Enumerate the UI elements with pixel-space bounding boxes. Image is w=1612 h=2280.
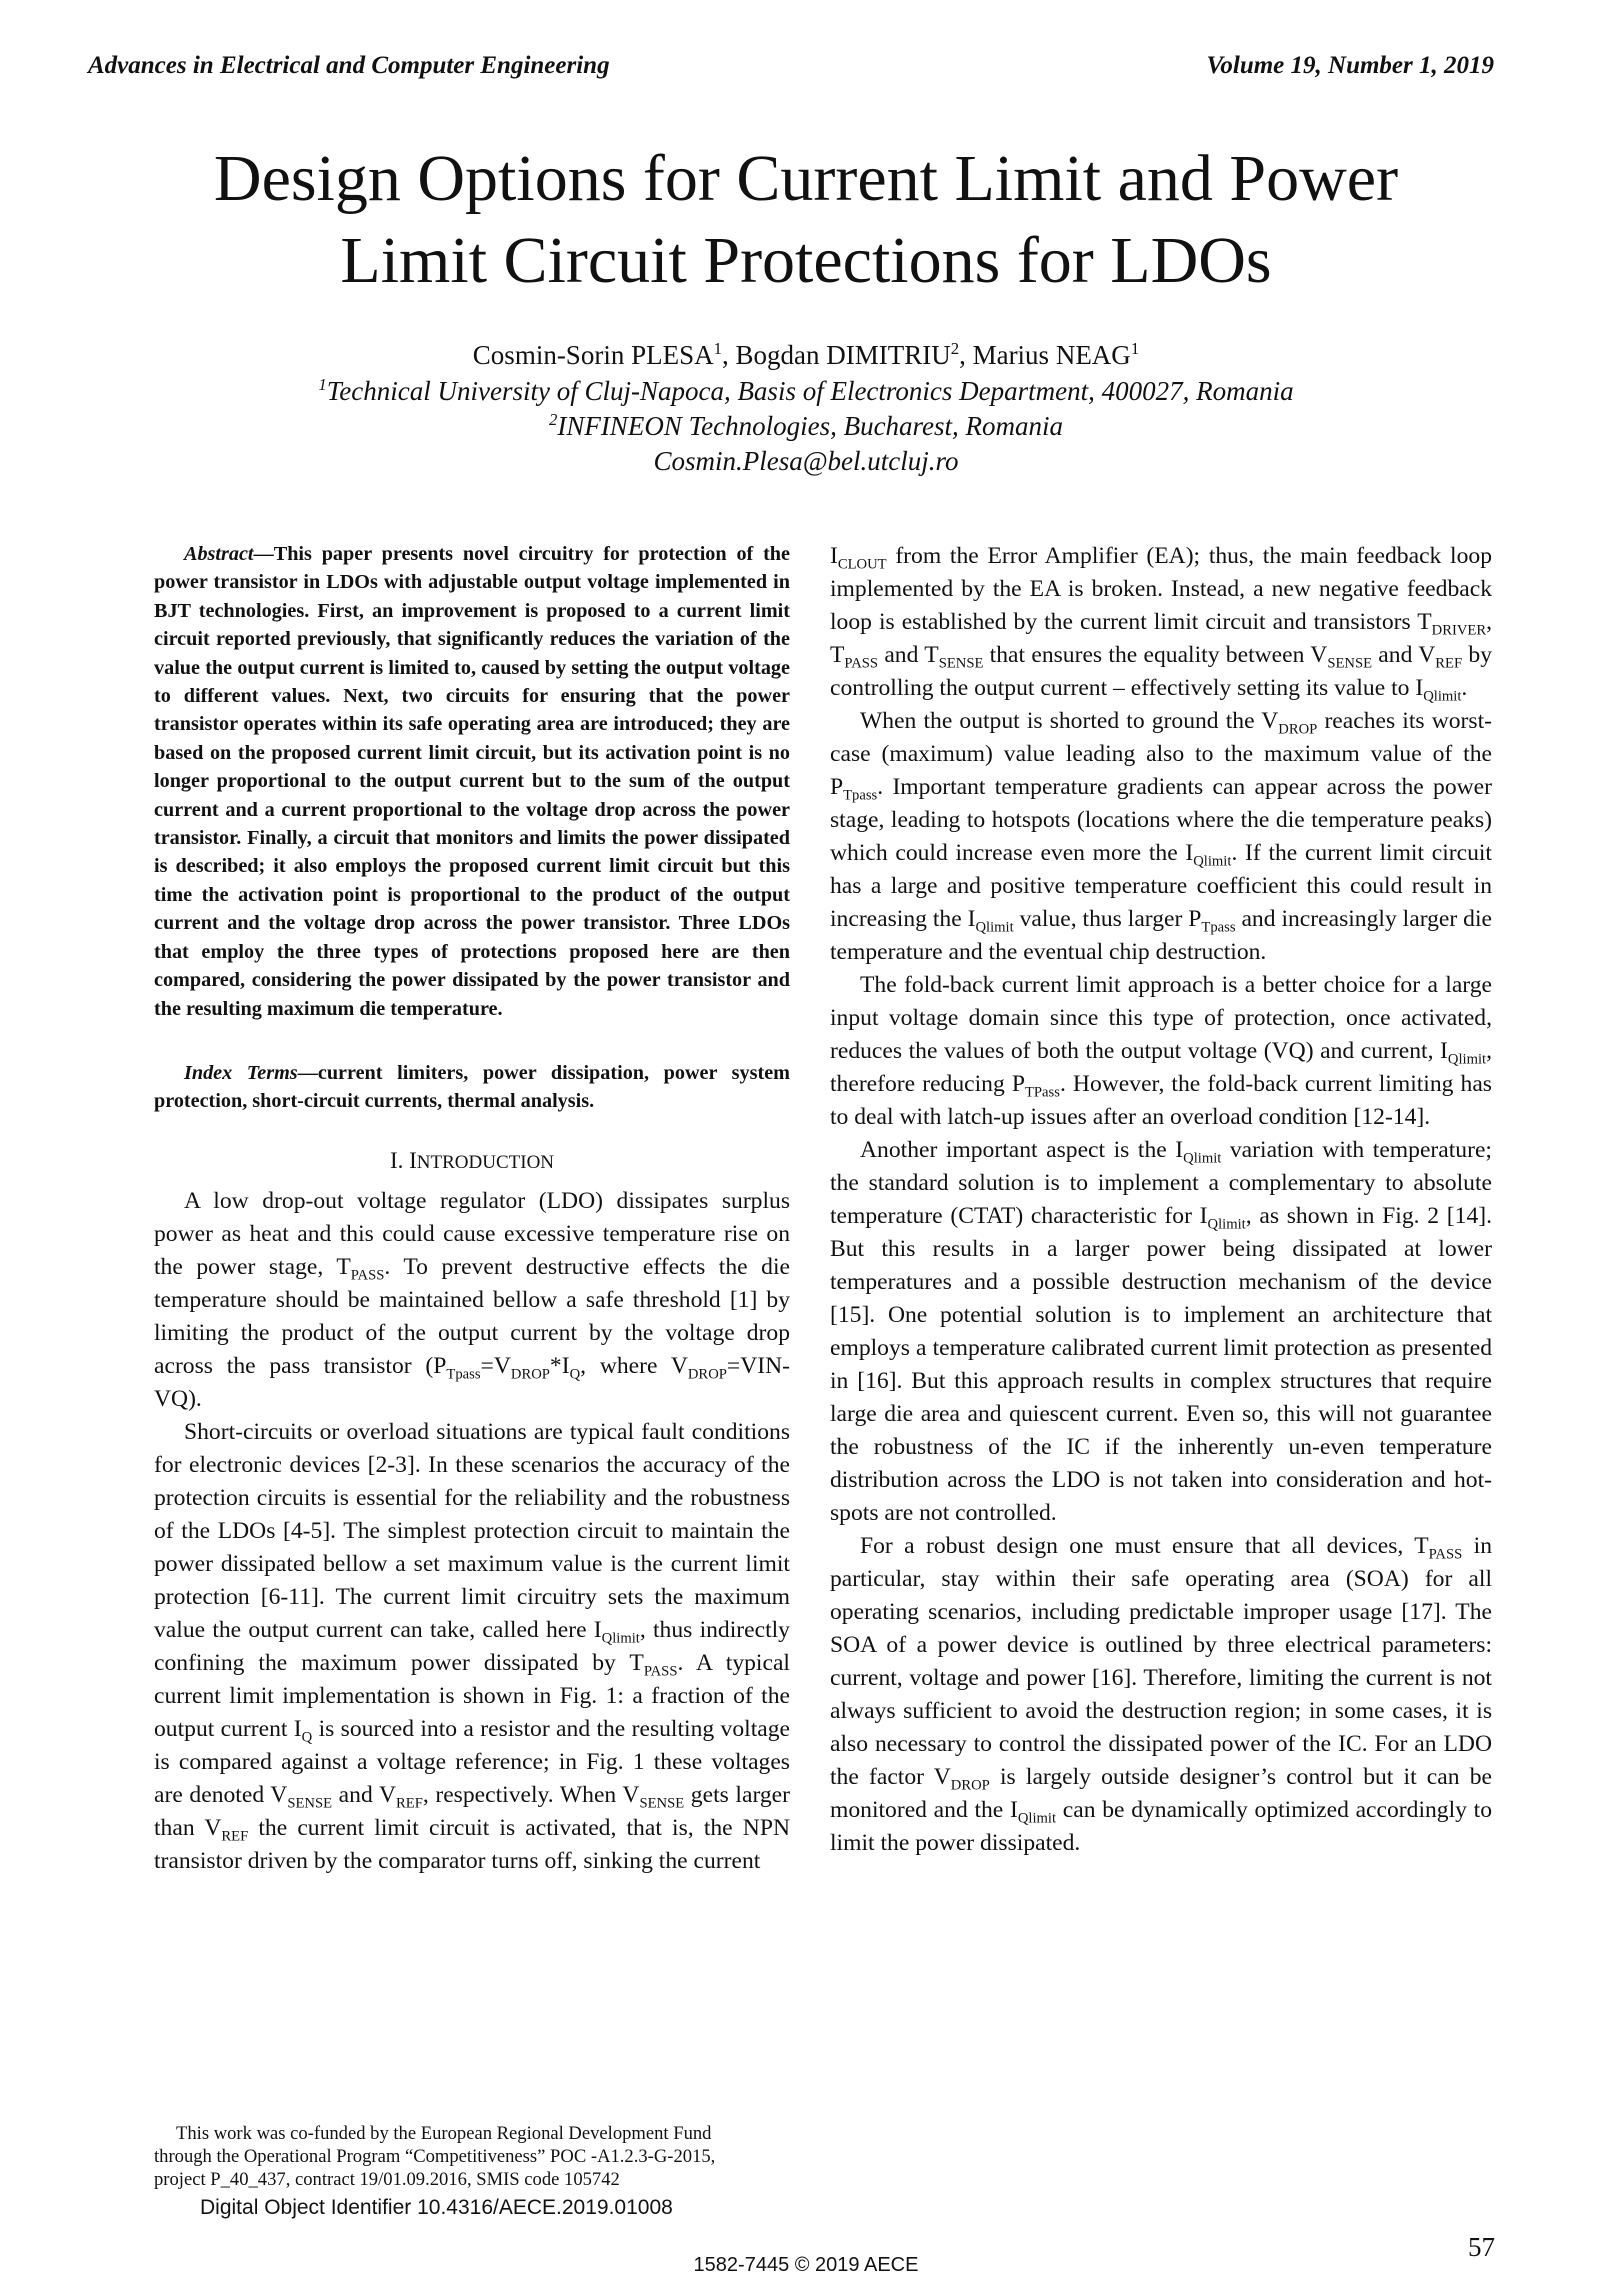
author-sep: ,	[959, 340, 973, 370]
affiliation-1-mark: 1	[318, 375, 327, 394]
section-heading-introduction	[154, 1144, 790, 1179]
paragraph-1: A low drop-out voltage regulator (LDO) dissipates surplus power as heat and this could cause excessive temperature rise on the power stage, $T_{PASS}$. To prevent destructive effects the die temperature should be maintained bellow a safe threshold [1] by limiting the product of the output current by the voltage drop across the pass transistor ($P_{Tpass}=V_{DROP}*I_Q$, where $V_{DROP}=VIN-VQ$).	[154, 1187, 790, 1412]
author-3: Marius NEAG	[972, 340, 1131, 370]
paragraph-7: For a robust design one must ensure that all devices, $T_{PASS}$ in particular, stay within their safe operating area (SOA) for all operating scenarios, including predictable improper usage [17]. The SOA of a power device is outlined by three electrical parameters: current, voltage and power [16]. Therefore, limiting the current is not always sufficient to avoid the destruction region; in some cases, it is also necessary to control the dissipated power of the IC. For an LDO the factor $V_{DROP}$ is largely outside designer’s control but it can be monitored and the $I_{Qlimit}$ can be dynamically optimized accordingly to limit the power dissipated.	[830, 1533, 1493, 1856]
funding-footnote	[154, 2122, 790, 2191]
title-line-1: Design Options for Current Limit and Power	[213, 142, 1399, 215]
page-number: 57	[1468, 2232, 1495, 2262]
paper-title	[120, 138, 1492, 302]
affiliation-2	[120, 409, 1492, 444]
copyright-line: 1582-7445 © 2019 AECE	[693, 2254, 919, 2276]
section-name: NTRODUCTION	[416, 1151, 555, 1173]
author-3-mark: 1	[1130, 339, 1140, 358]
index-terms-lead: Index Terms	[184, 1061, 298, 1084]
footnote-line-2: through the Operational Program “Competitiveness” POC -A1.2.3-G-2015,	[154, 2146, 716, 2167]
abstract-text: —This paper presents novel circuitry for protection of the power transistor in LDOs with adjustable output voltage implemented in BJT technologies. First, an improvement is proposed to a current limit circuit reported previously, that significantly reduces the variation of the value the output current is limited to, caused by setting the output voltage to different values. Next, two circuits for ensuring that the power transistor operates within its safe operating area are introduced; they are based on the proposed current limit circuit, but its activation point is no longer proportional to the output current but to the sum of the output current and a current proportional to the voltage drop across the power transistor. Finally, a circuit that monitors and limits the power dissipated is described; it also employs the proposed current limit circuit but this time the activation point is proportional to the product of the output current and the voltage drop across the power transistor. Three LDOs that employ the three types of protections proposed here are then compared, considering the power dissipated by the power transistor and the resulting maximum die temperature.	[154, 543, 790, 1020]
volume-info: Volume 19, Number 1, 2019	[1206, 52, 1494, 79]
paragraph-6: Another important aspect is the $I_{Qlimit}$ variation with temperature; the standard solution is to implement a complementary to absolute temperature (CTAT) characteristic for $I_{Qlimit}$, as shown in Fig. 2 [14]. But this results in a larger power being dissipated at lower temperatures and a possible destruction mechanism of the device [15]. One potential solution is to implement an architecture that employs a temperature calibrated current limit protection as presented in [16]. But this approach results in complex structures that require large die area and quiescent current. Even so, this will not guarantee the robustness of the IC if the inherently un-even temperature distribution across the LDO is not taken into consideration and hot-spots are not controlled.	[830, 1137, 1493, 1526]
index-terms-text: —current limiters, power dissipation, power system protection, short-circuit currents, thermal analysis.	[154, 1061, 790, 1113]
author-sep: ,	[721, 340, 736, 370]
footnote-line-1: This work was co-funded by the European Regional Development Fund	[176, 2123, 712, 2144]
author-1: Cosmin-Sorin PLESA	[472, 340, 714, 370]
affiliation-2-text: INFINEON Technologies, Bucharest, Romania	[557, 411, 1064, 441]
affiliation-2-mark: 2	[548, 410, 558, 429]
paragraph-4: When the output is shorted to ground the $V_{DROP}$ reaches its worst-case (maximum) value leading also to the maximum value of the $P_{Tpass}$. Important temperature gradients can appear across the power stage, leading to hotspots (locations where the die temperature peaks) which could increase even more the $I_{Qlimit}$. If the current limit circuit has a large and positive temperature coefficient this could result in increasing the $I_{Qlimit}$ value, thus larger $P_{Tpass}$ and increasingly larger die temperature and the eventual chip destruction.	[830, 708, 1492, 965]
abstract	[154, 540, 790, 1023]
journal-name: Advances in Electrical and Computer Engineering	[88, 52, 610, 79]
section-number: I. I	[389, 1147, 417, 1173]
doi-line[interactable]: Digital Object Identifier 10.4316/AECE.2019.01008	[200, 2196, 673, 2219]
index-terms	[154, 1059, 790, 1116]
left-column	[154, 540, 790, 1878]
author-block	[120, 338, 1492, 479]
author-2-mark: 2	[950, 339, 960, 358]
author-names	[120, 338, 1492, 373]
footnote-line-3: project P_40_437, contract 19/01.09.2016, SMIS code 105742	[154, 2169, 620, 2190]
paragraph-5: The fold-back current limit approach is a better choice for a large input voltage domain since this type of protection, once activated, reduces the values of both the output voltage (VQ) and current, $I_{Qlimit}$, therefore reducing $P_{TPass}$. However, the fold-back current limiting has to deal with latch-up issues after an overload condition [12-14].	[830, 972, 1492, 1130]
right-column	[830, 540, 1492, 1860]
affiliation-1	[120, 374, 1492, 409]
author-1-mark: 1	[713, 339, 722, 358]
author-2: Bogdan DIMITRIU	[735, 340, 951, 370]
title-line-2: Limit Circuit Protections for LDOs	[340, 224, 1272, 297]
abstract-lead: Abstract	[184, 543, 254, 565]
affiliation-1-text: Technical University of Cluj-Napoca, Basis of Electronics Department, 400027, Romania	[326, 376, 1294, 406]
author-email[interactable]: Cosmin.Plesa@bel.utcluj.ro	[653, 446, 959, 476]
paragraph-2: Short-circuits or overload situations are typical fault conditions for electronic devices [2-3]. In these scenarios the accuracy of the protection circuits is essential for the reliability and the robustness of the LDOs [4-5]. The simplest protection circuit to maintain the power dissipated bellow a set maximum value is the current limit protection [6-11]. The current limit circuitry sets the maximum value the output current can take, called here $I_{Qlimit}$, thus indirectly confining the maximum power dissipated by $T_{PASS}$. A typical current limit implementation is shown in Fig. 1: a fraction of the output current $I_Q$ is sourced into a resistor and the resulting voltage is compared against a voltage reference; in Fig. 1 these voltages are denoted $V_{SENSE}$ and $V_{REF}$, respectively. When $V_{SENSE}$ gets larger than $V_{REF}$ the current limit circuit is activated, that is, the NPN transistor driven by the comparator turns off, sinking the current	[154, 1418, 791, 1874]
paragraph-3: $I_{CLOUT}$ from the Error Amplifier (EA); thus, the main feedback loop implemented by the EA is broken. Instead, a new negative feedback loop is established by the current limit circuit and transistors $T_{DRIVER}$, $T_{PASS}$ and $T_{SENSE}$ that ensures the equality between $V_{SENSE}$ and $V_{REF}$ by controlling the output current – effectively setting its value to $I_{Qlimit}$.	[830, 543, 1492, 705]
running-header	[88, 52, 1494, 80]
